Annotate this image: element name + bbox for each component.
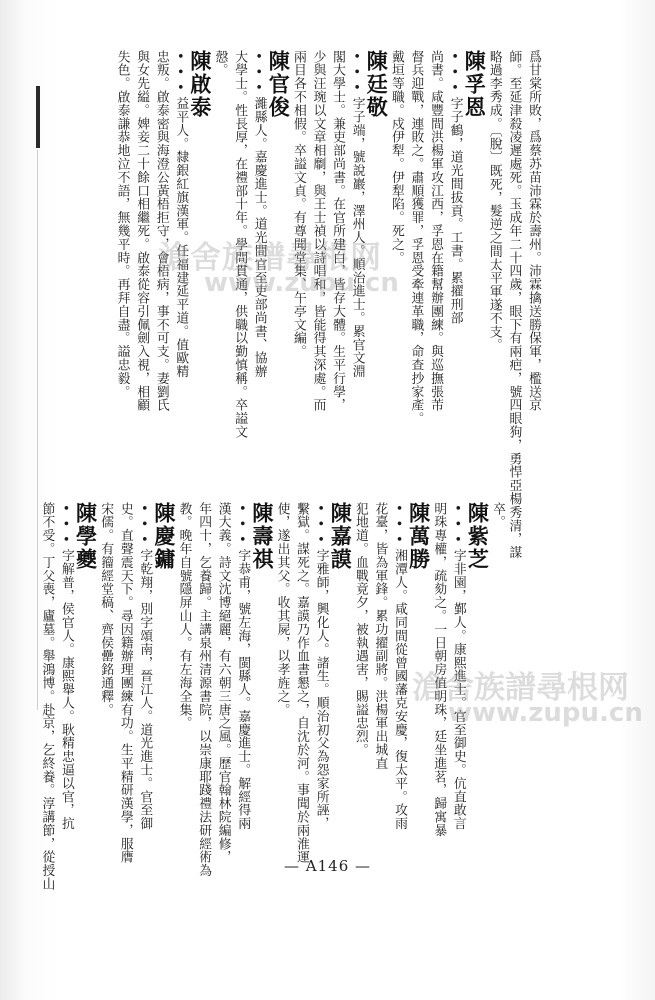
biography-text-column: •••濰縣人。嘉慶進士。道光間官至吏部尚書、協辦 bbox=[251, 50, 267, 379]
biography-text-column: 略過李秀成。〔脫〕既死，髮逆之間太平軍遂不支。 bbox=[486, 50, 502, 352]
person-name-heading: 陳官俊 bbox=[266, 50, 292, 119]
biography-text-column: 繫獄。謀死之。嘉謨乃作血書懇之，自沈於河。事聞於兩淮運 bbox=[294, 502, 310, 864]
biography-text-column: 史。直聲震天下。尋因籍辦理團練有功。生平精研漢學，服膺 bbox=[117, 502, 133, 864]
watermark-url: www.zupu.cn bbox=[448, 698, 643, 728]
biography-text-column: •••字子端，號說巖，澤州人。順治進士。累官文淵 bbox=[349, 50, 365, 379]
biography-text-column: 花臺，皆為軍鋒。累功擢副將。洪楊軍出城直 bbox=[372, 502, 388, 770]
person-name-heading: 陳紫芝 bbox=[465, 502, 491, 571]
biography-text-column: 與女先縊。婢妾二十餘口相繼死。啟泰從容引佩劍入視，相顧 bbox=[134, 50, 150, 412]
biography-text-column: 大學士。性長厚，在禮部十年。學問貫通，供職以勤慎稱。卒謚文 bbox=[232, 50, 248, 439]
person-name-heading: 陳啟泰 bbox=[187, 50, 213, 119]
biography-text-column: 犯地道。血戰竟夕，被執遇害，賜謚忠烈。 bbox=[352, 502, 368, 757]
biography-text-column: 失色。啟泰謙恭地泣不語，無幾平時。再拜自盡。謚忠毅。 bbox=[114, 50, 130, 399]
binding-edge-mark bbox=[36, 86, 40, 148]
biography-text-column: 戴垣等職。戍伊犁。伊犁陷。死之。 bbox=[388, 50, 404, 265]
watermark-text: 滄舍族譜尋根网 bbox=[158, 240, 382, 276]
biography-text-column: 忠叛。啟泰密與海澄公黃梧拒守，會梧病，事不可支。妻劉氏 bbox=[153, 50, 169, 412]
person-name-heading: 陳慶鏞 bbox=[151, 502, 177, 571]
biography-text-column: 漢大義。詩文沈博絕麗，有六朝三唐之風。歷官翰林院編修， bbox=[215, 502, 231, 864]
biography-text-column: 年四十，乞養歸。主講泉州清源書院，以崇康耶踐禮法研經術為 bbox=[196, 502, 212, 878]
biography-text-column: 慤。 bbox=[212, 50, 228, 77]
person-name-heading: 陳萬勝 bbox=[406, 502, 432, 571]
biography-text-column: 爲甘棠所敗，爲蔡苏苗沛霖於壽州。沛霖擒送勝保軍，檻送京 bbox=[526, 50, 541, 412]
biography-text-column: 兩目各不相假。卒謚文貞。有尊聞堂集、午亭文編。 bbox=[290, 50, 306, 359]
biography-text-column: 宋儒。有籀經堂稿、齊侯罍銘通釋。 bbox=[98, 502, 114, 717]
biography-text-column: 卒。 bbox=[490, 502, 505, 529]
biography-text-column: 閣大學士。兼吏部尚書。在官所建白，皆存大體。生平行學， bbox=[330, 50, 346, 412]
person-name-heading: 陳壽祺 bbox=[249, 502, 275, 571]
person-name-heading: 陳廷敬 bbox=[364, 50, 390, 119]
biography-text-column: 教。晚年自號隱屏山人。有左海全集。 bbox=[176, 502, 192, 730]
biography-text-column: •••字非園，鄞人。康熙進士。官至御史。伉直敢言 bbox=[450, 502, 466, 831]
biography-text-column: •••字乾翔，別字頌南，晉江人。道光進士。官至御 bbox=[137, 502, 153, 831]
person-name-heading: 陳嘉謨 bbox=[328, 502, 354, 571]
biography-text-column: 節不受。丁父喪，廬墓。舉鴻博。赴京，乞終養。淳講節，從授山 bbox=[39, 502, 55, 891]
biography-text-column: 少與汪琬以文章相劘，與王士禎以詩唱和，皆能得其深處。而 bbox=[310, 50, 326, 412]
page-number: — A146 — bbox=[284, 857, 371, 875]
watermark-text: 滄舍族譜尋根网 bbox=[412, 670, 629, 706]
biography-text-column: •••字雅師，興化人。諸生。順治初父為怨家所誣， bbox=[313, 502, 329, 831]
biography-text-column: 師。至延津殺凌遲處死。玉成年二十四歲，眼下有兩疤，號四眼狗，勇悍亞楊秀清，謀 bbox=[506, 50, 522, 560]
watermark-url: www.zupu.cn bbox=[204, 268, 399, 298]
person-name-heading: 陳學夔 bbox=[73, 502, 99, 571]
biography-text-column: 明珠專權，疏劾之。一日朝房值明珠，廷坐進茗，歸寓暴 bbox=[431, 502, 447, 837]
biography-text-column: 尚書。咸豐間洪楊軍攻江西，孚恩在籍幫辦團練。與巡撫張芾 bbox=[428, 50, 444, 412]
biography-text-column: •••字解普，侯官人。康熙舉人。耿精忠逼以官，抗 bbox=[58, 502, 74, 831]
biography-text-column: 督兵迎戰，連敗之。肅順獲罪，孚恩受牽連革職，命查抄家產。 bbox=[408, 50, 424, 426]
person-name-heading: 陳孚恩 bbox=[462, 50, 488, 119]
biography-text-column: •••益平人。隸銀紅旗漢軍。任福建延平道。值歐精 bbox=[173, 50, 189, 379]
biography-text-column: •••字恭甫，號左海，閩縣人。嘉慶進士。解經得兩 bbox=[235, 502, 251, 831]
biography-text-column: •••字子鶴，道光間拔貢。工書。累擢刑部 bbox=[447, 50, 463, 325]
biography-text-column: •••湘潭人。咸同間從曾國藩克安慶，復太平。攻雨 bbox=[392, 502, 408, 831]
biography-text-column: 使，遂出其父。收其屍，以孝旌之。 bbox=[274, 502, 290, 717]
